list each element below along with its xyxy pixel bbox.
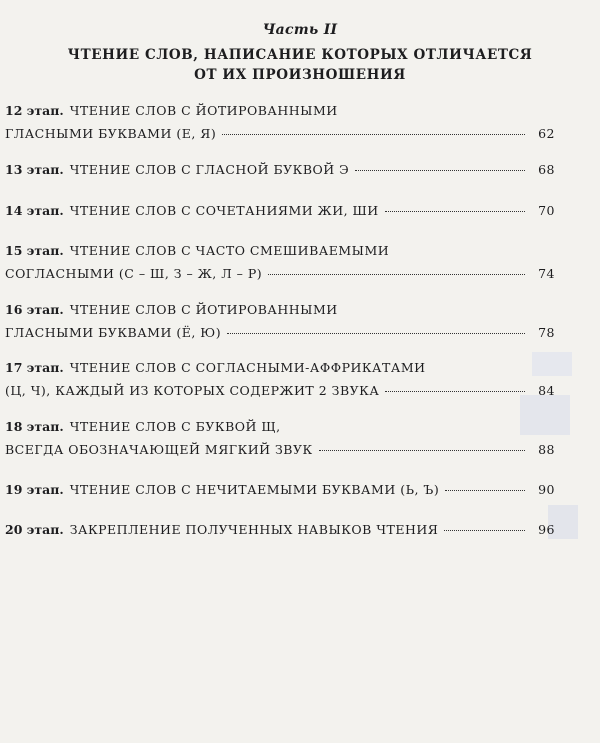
section-heading-line: ЧТЕНИЕ СЛОВ, НАПИСАНИЕ КОТОРЫХ ОТЛИЧАЕТСЯ — [67, 47, 533, 63]
toc-title: ЧТЕНИЕ СЛОВ С СОЧЕТАНИЯМИ ЖИ, ШИ — [69, 203, 379, 218]
toc-stage: 17 этап. — [5, 360, 64, 375]
toc-title: ЧТЕНИЕ СЛОВ С ЙОТИРОВАННЫМИ — [69, 103, 338, 118]
toc-stage: 12 этап. — [5, 103, 64, 118]
toc-line — [5, 321, 555, 344]
toc-entry — [5, 199, 555, 222]
toc-title: ГЛАСНЫМИ БУКВАМИ (Ё, Ю) — [5, 325, 222, 340]
toc-page-number: 70 — [538, 203, 555, 218]
toc-entry — [5, 415, 555, 461]
toc-line — [5, 199, 555, 222]
dot-leader — [227, 333, 525, 334]
dot-leader — [319, 450, 525, 451]
toc-line — [5, 356, 555, 379]
toc-line — [5, 158, 555, 181]
toc-stage: 19 этап. — [5, 482, 64, 497]
dot-leader — [445, 490, 525, 491]
toc-line — [5, 239, 555, 262]
toc-page-number: 62 — [538, 126, 555, 141]
toc-title: ЧТЕНИЕ СЛОВ С НЕЧИТАЕМЫМИ БУКВАМИ (Ь, Ъ) — [69, 482, 440, 497]
toc-line — [5, 122, 555, 145]
toc-entry — [5, 356, 555, 402]
part-label: Часть II — [262, 22, 338, 38]
dot-leader — [355, 170, 525, 171]
toc-stage: 20 этап. — [5, 522, 64, 537]
dot-leader — [444, 530, 525, 531]
toc-stage: 16 этап. — [5, 302, 64, 317]
section-heading-line: ОТ ИХ ПРОИЗНОШЕНИЯ — [194, 67, 406, 83]
toc-page-number: 78 — [538, 325, 555, 340]
toc-stage: 18 этап. — [5, 419, 64, 434]
toc-title: ЧТЕНИЕ СЛОВ С ЙОТИРОВАННЫМИ — [69, 302, 338, 317]
toc-line — [5, 415, 555, 438]
toc-title: ЧТЕНИЕ СЛОВ С СОГЛАСНЫМИ-АФФРИКАТАМИ — [69, 360, 426, 375]
toc-title: ЗАКРЕПЛЕНИЕ ПОЛУЧЕННЫХ НАВЫКОВ ЧТЕНИЯ — [69, 522, 439, 537]
toc-title: ЧТЕНИЕ СЛОВ С ЧАСТО СМЕШИВАЕМЫМИ — [69, 243, 390, 258]
toc-line — [5, 518, 555, 541]
toc-page-number: 74 — [538, 266, 555, 281]
toc-line — [5, 298, 555, 321]
toc-page-number: 68 — [538, 162, 555, 177]
toc-title: ВСЕГДА ОБОЗНАЧАЮЩЕЙ МЯГКИЙ ЗВУК — [5, 442, 313, 457]
toc-line — [5, 379, 555, 402]
toc-page-number: 96 — [538, 522, 555, 537]
toc-title: СОГЛАСНЫМИ (С – Ш, З – Ж, Л – Р) — [5, 266, 263, 281]
dot-leader — [222, 134, 525, 135]
toc-title: ЧТЕНИЕ СЛОВ С БУКВОЙ Щ, — [69, 419, 281, 434]
toc-line — [5, 99, 555, 122]
section-heading — [40, 45, 560, 85]
toc-stage: 14 этап. — [5, 203, 64, 218]
toc-page-number: 90 — [538, 482, 555, 497]
toc-entry — [5, 239, 555, 285]
toc-entry — [5, 158, 555, 181]
toc-title: ЧТЕНИЕ СЛОВ С ГЛАСНОЙ БУКВОЙ Э — [69, 162, 350, 177]
dot-leader — [385, 391, 525, 392]
toc-stage: 15 этап. — [5, 243, 64, 258]
dot-leader — [268, 274, 525, 275]
toc-entry — [5, 518, 555, 541]
toc-line — [5, 262, 555, 285]
toc-entry — [5, 478, 555, 501]
dot-leader — [385, 211, 525, 212]
toc-line — [5, 478, 555, 501]
toc-page-number: 84 — [538, 383, 555, 398]
toc-line — [5, 438, 555, 461]
toc-title: ГЛАСНЫМИ БУКВАМИ (Е, Я) — [5, 126, 217, 141]
toc-entry — [5, 99, 555, 145]
toc-title: (Ц, Ч), КАЖДЫЙ ИЗ КОТОРЫХ СОДЕРЖИТ 2 ЗВУКА — [5, 383, 380, 398]
toc-stage: 13 этап. — [5, 162, 64, 177]
toc-page-number: 88 — [538, 442, 555, 457]
toc-entry — [5, 298, 555, 344]
